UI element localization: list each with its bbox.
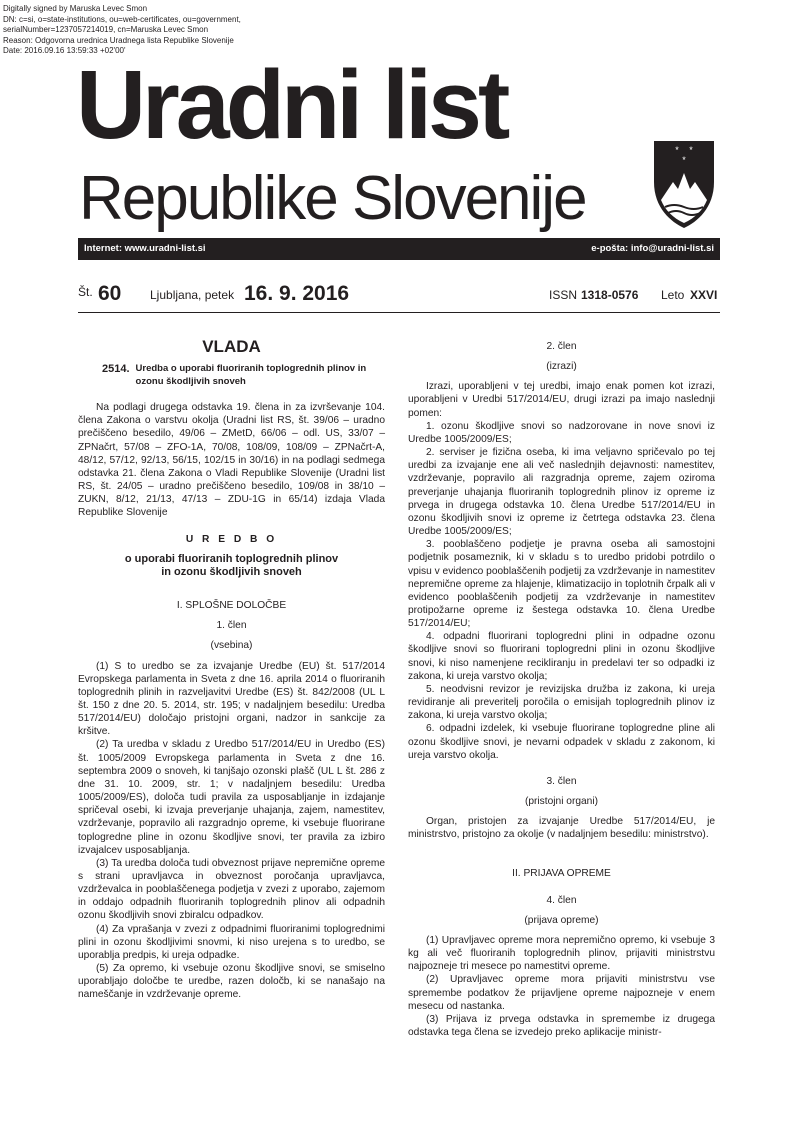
paragraph: (4) Za vprašanja v zvezi z odpadnimi fluoriranimi toplogrednimi plini in ozonu škodljivimi snovmi, ki niso urejena s to uredbo, se uporablja predpis, ki ureja odpadke. [78, 923, 385, 961]
svg-text:*: * [689, 145, 693, 155]
definition-item: 3. pooblaščeno podjetje je pravna oseba ali samostojni podjetnik posameznik, ki v skladu s to uredbo pridobi potrdilo o vpisu v evidenco pooblaščenih podjetij za vzdrževanje in namestitev nepremične opreme za hlajenje, klimatizacijo in toplotnih črpalk ali v evidenco pooblaščenih podjetij za vzdrževanje in namestitev protipožarne opreme iz šestega odstavka 10. člena Uredbe 517/2014/EU; [408, 539, 715, 630]
internet-link[interactable]: Internet: www.uradni-list.si [84, 243, 206, 254]
issue-info-row [78, 283, 720, 313]
paragraph: (2) Upravljavec opreme mora prijaviti ministrstvu vse spremembe podatkov že prijavljene opreme najpozneje v enem mesecu od nastanka. [408, 974, 715, 1012]
article-name: (vsebina) [210, 640, 253, 652]
signature-line: Digitally signed by Maruska Levec Smon [3, 4, 148, 13]
uredbo-title-line: o uporabi fluoriranih toplogrednih plinov [124, 552, 339, 565]
act-title: Uredba o uporabi fluoriranih toplogrednih plinov in ozonu škodljivih snoveh [135, 363, 367, 387]
chapter-heading: II. PRIJAVA OPREME [512, 868, 611, 880]
act-header [102, 363, 385, 388]
paragraph: Organ, pristojen za izvajanje Uredbe 517/2014/EU, je ministrstvo, pristojno za okolje (v nadaljnjem besedilu: ministrstvo). [408, 816, 715, 841]
issue-number: 60 [98, 282, 122, 305]
signature-line: serialNumber=1237057214019, cn=Maruska Levec Smon [3, 25, 209, 35]
paragraph: (2) Ta uredba v skladu z Uredbo 517/2014/EU in Uredbo (ES) št. 1005/2009 Evropskega parlamenta in Sveta z dne 16. septembra 2009 o snoveh, ki tanjšajo ozonski plašč (UL L št. 286 z dne 31. 10. 2009, str. 1; v nadaljnjem besedilu: Uredba 1005/2009/ES), določa tudi pravila za usposabljanje in izdajanje spričeval osebi, ki izvaja preverjanje uhajanja, zajem, namestitev, vzdrževanje, popravilo ali razgradnjo opreme, ki vsebuje fluorirane toplogredne pline in ozonu škodljive snovi, ter pravila za izbiro izvajalcev usposabljanja. [78, 739, 385, 856]
header-bar [78, 238, 720, 260]
definition-item: 6. odpadni izdelek, ki vsebuje fluorirane toplogredne pline ali ozonu škodljive snovi, je nevarni odpadek v skladu z zakonom, ki ureja varstvo okolja. [408, 723, 715, 761]
paragraph: (3) Ta uredba določa tudi obveznost prijave nepremične opreme s strani upravljavca in obveznost poročanja upravljavca, vzdrževalca in pooblaščenega podjetja v zvezi z uporabo, zajemom in oddajo odpadnih fluoriranih toplogrednih plinov ali odpadnih ozonu škodljivih snovi zbiralcu odpadkov. [78, 857, 385, 922]
year-value: XXVI [690, 288, 718, 302]
article-name: (prijava opreme) [524, 914, 599, 926]
definition-item: 1. ozonu škodljive snovi so nadzorovane in nove snovi iz Uredbe 1005/2009/ES; [408, 420, 715, 445]
definition-item: 2. serviser je fizična oseba, ki ima veljavno spričevalo po tej uredbi za izvajanje ene ali več naslednjih dejavnosti: namestitev, vzdrževanje, popravilo ali razgradnja opreme, zajem oziroma preverjanje uhajanja fluoriranih toplogrednih plinov iz opreme iz prvega in drugega odstavka 10. člena Uredbe 517/2014/EU in ozonu škodljivih snovi iz opreme iz četrtega odstavka 23. člena Uredbe 1005/2009/ES; [408, 447, 715, 538]
paragraph: (1) S to uredbo se za izvajanje Uredbe (EU) št. 517/2014 Evropskega parlamenta in Sveta z dne 16. aprila 2014 o fluoriranih toplogrednih plinih in razveljavitvi Uredbe (ES) št. 842/2008 (UL L št. 150 z dne 20. 5. 2014, str. 195; v nadaljnjem besedilu: Uredba 517/2014/EU) določajo pristojni organi, nadzor in sankcije za kršitve. [78, 660, 385, 738]
article-name: (izrazi) [546, 361, 577, 373]
article-number: 4. člen [546, 894, 577, 906]
left-column [78, 337, 385, 1002]
act-number: 2514. [102, 363, 130, 376]
preamble: Na podlagi drugega odstavka 19. člena in za izvrševanje 104. člena Zakona o varstvu okolja (Uradni list RS, št. 39/06 – uradno prečiščeno besedilo, 49/06 – ZMetD, 66/06 – odl. US, 33/07 – ZPNačrt, 57/08 – ZFO-1A, 70/08, 108/09, 108/09 – ZPNačrt-A, 48/12, 57/12, 92/13, 56/15, 102/15 in 30/16) in na podlagi sedmega odstavka 21. člena Zakona o Vladi Republike Slovenije (Uradni list RS, št. 24/05 – uradno prečiščeno besedilo, 109/08 in 38/10 – ZUKN, 8/12, 21/13, 47/13 – ZDU-1G in 65/14) izdaja Vlada Republike Slovenije [78, 402, 385, 519]
issue-place-day: Ljubljana, petek [150, 288, 235, 302]
masthead-subtitle: Republike Slovenije [79, 164, 586, 233]
signature-line: DN: c=si, o=state-institutions, ou=web-certificates, ou=government, [3, 14, 241, 24]
article-name: (pristojni organi) [524, 796, 599, 807]
issn-value: 1318-0576 [581, 288, 639, 302]
paragraph: Izrazi, uporabljeni v tej uredbi, imajo enak pomen kot izrazi, uporabljeni v Uredbi 517/2014/EU, drugi izrazi pa imajo naslednji pomen: [408, 381, 715, 419]
issue-number-label: Št. [78, 285, 93, 299]
signature-line: Date: 2016.09.16 13:59:33 +02'00' [3, 46, 126, 56]
paragraph: (5) Za opremo, ki vsebuje ozonu škodljive snovi, se smiselno uporabljajo določbe te uredbe, razen določb, ki se nanašajo na nameščanje in vzdrževanje opreme. [78, 963, 385, 1001]
uredbo-heading: U R E D B O [185, 533, 278, 545]
uredbo-title-line: in ozonu škodljivih snoveh [161, 565, 302, 578]
svg-text:*: * [682, 155, 686, 165]
article-number: 2. člen [546, 341, 577, 352]
article-number: 3. člen [546, 775, 577, 787]
svg-text:*: * [675, 145, 679, 155]
definition-item: 4. odpadni fluorirani toplogredni plini in odpadne ozonu škodljive snovi so fluorirani toplogredni plini in ozonu škodljive snovi, ki niso namenjene recikliranju in predelavi ter so odpadki iz zakona, ki ureja varstvo okolja; [408, 631, 715, 682]
paragraph: (3) Prijava iz prvega odstavka in spremembe iz drugega odstavka tega člena se izvedejo preko aplikacije ministr- [408, 1013, 715, 1039]
issn-label: ISSN [549, 288, 578, 302]
header-divider [78, 312, 720, 313]
definition-item: 5. neodvisni revizor je revizijska družba iz zakona, ki ureja revidiranje ali preveritelj poročila o emisijah toplogrednih plinov iz zakona, ki ureja varstvo okolja; [408, 683, 715, 722]
year-label: Leto [661, 288, 685, 302]
chapter-heading: I. SPLOŠNE DOLOČBE [176, 600, 287, 612]
section-heading: VLADA [202, 337, 261, 356]
signature-line: Reason: Odgovorna urednica Uradnega lista Republike Slovenije [3, 35, 234, 45]
masthead-title: Uradni list [76, 50, 507, 159]
article-number: 1. člen [216, 620, 247, 632]
slovenian-coat-of-arms-icon [651, 138, 717, 230]
issue-date: 16. 9. 2016 [244, 282, 350, 305]
email-link[interactable]: e-pošta: info@uradni-list.si [591, 243, 714, 254]
right-column [408, 340, 715, 1039]
paragraph: (1) Upravljavec opreme mora nepremično opremo, ki vsebuje 3 kg ali več fluoriranih toplogrednih plinov, prijaviti ministrstvu najpozneje tri mesece po namestitvi opreme. [408, 934, 715, 973]
